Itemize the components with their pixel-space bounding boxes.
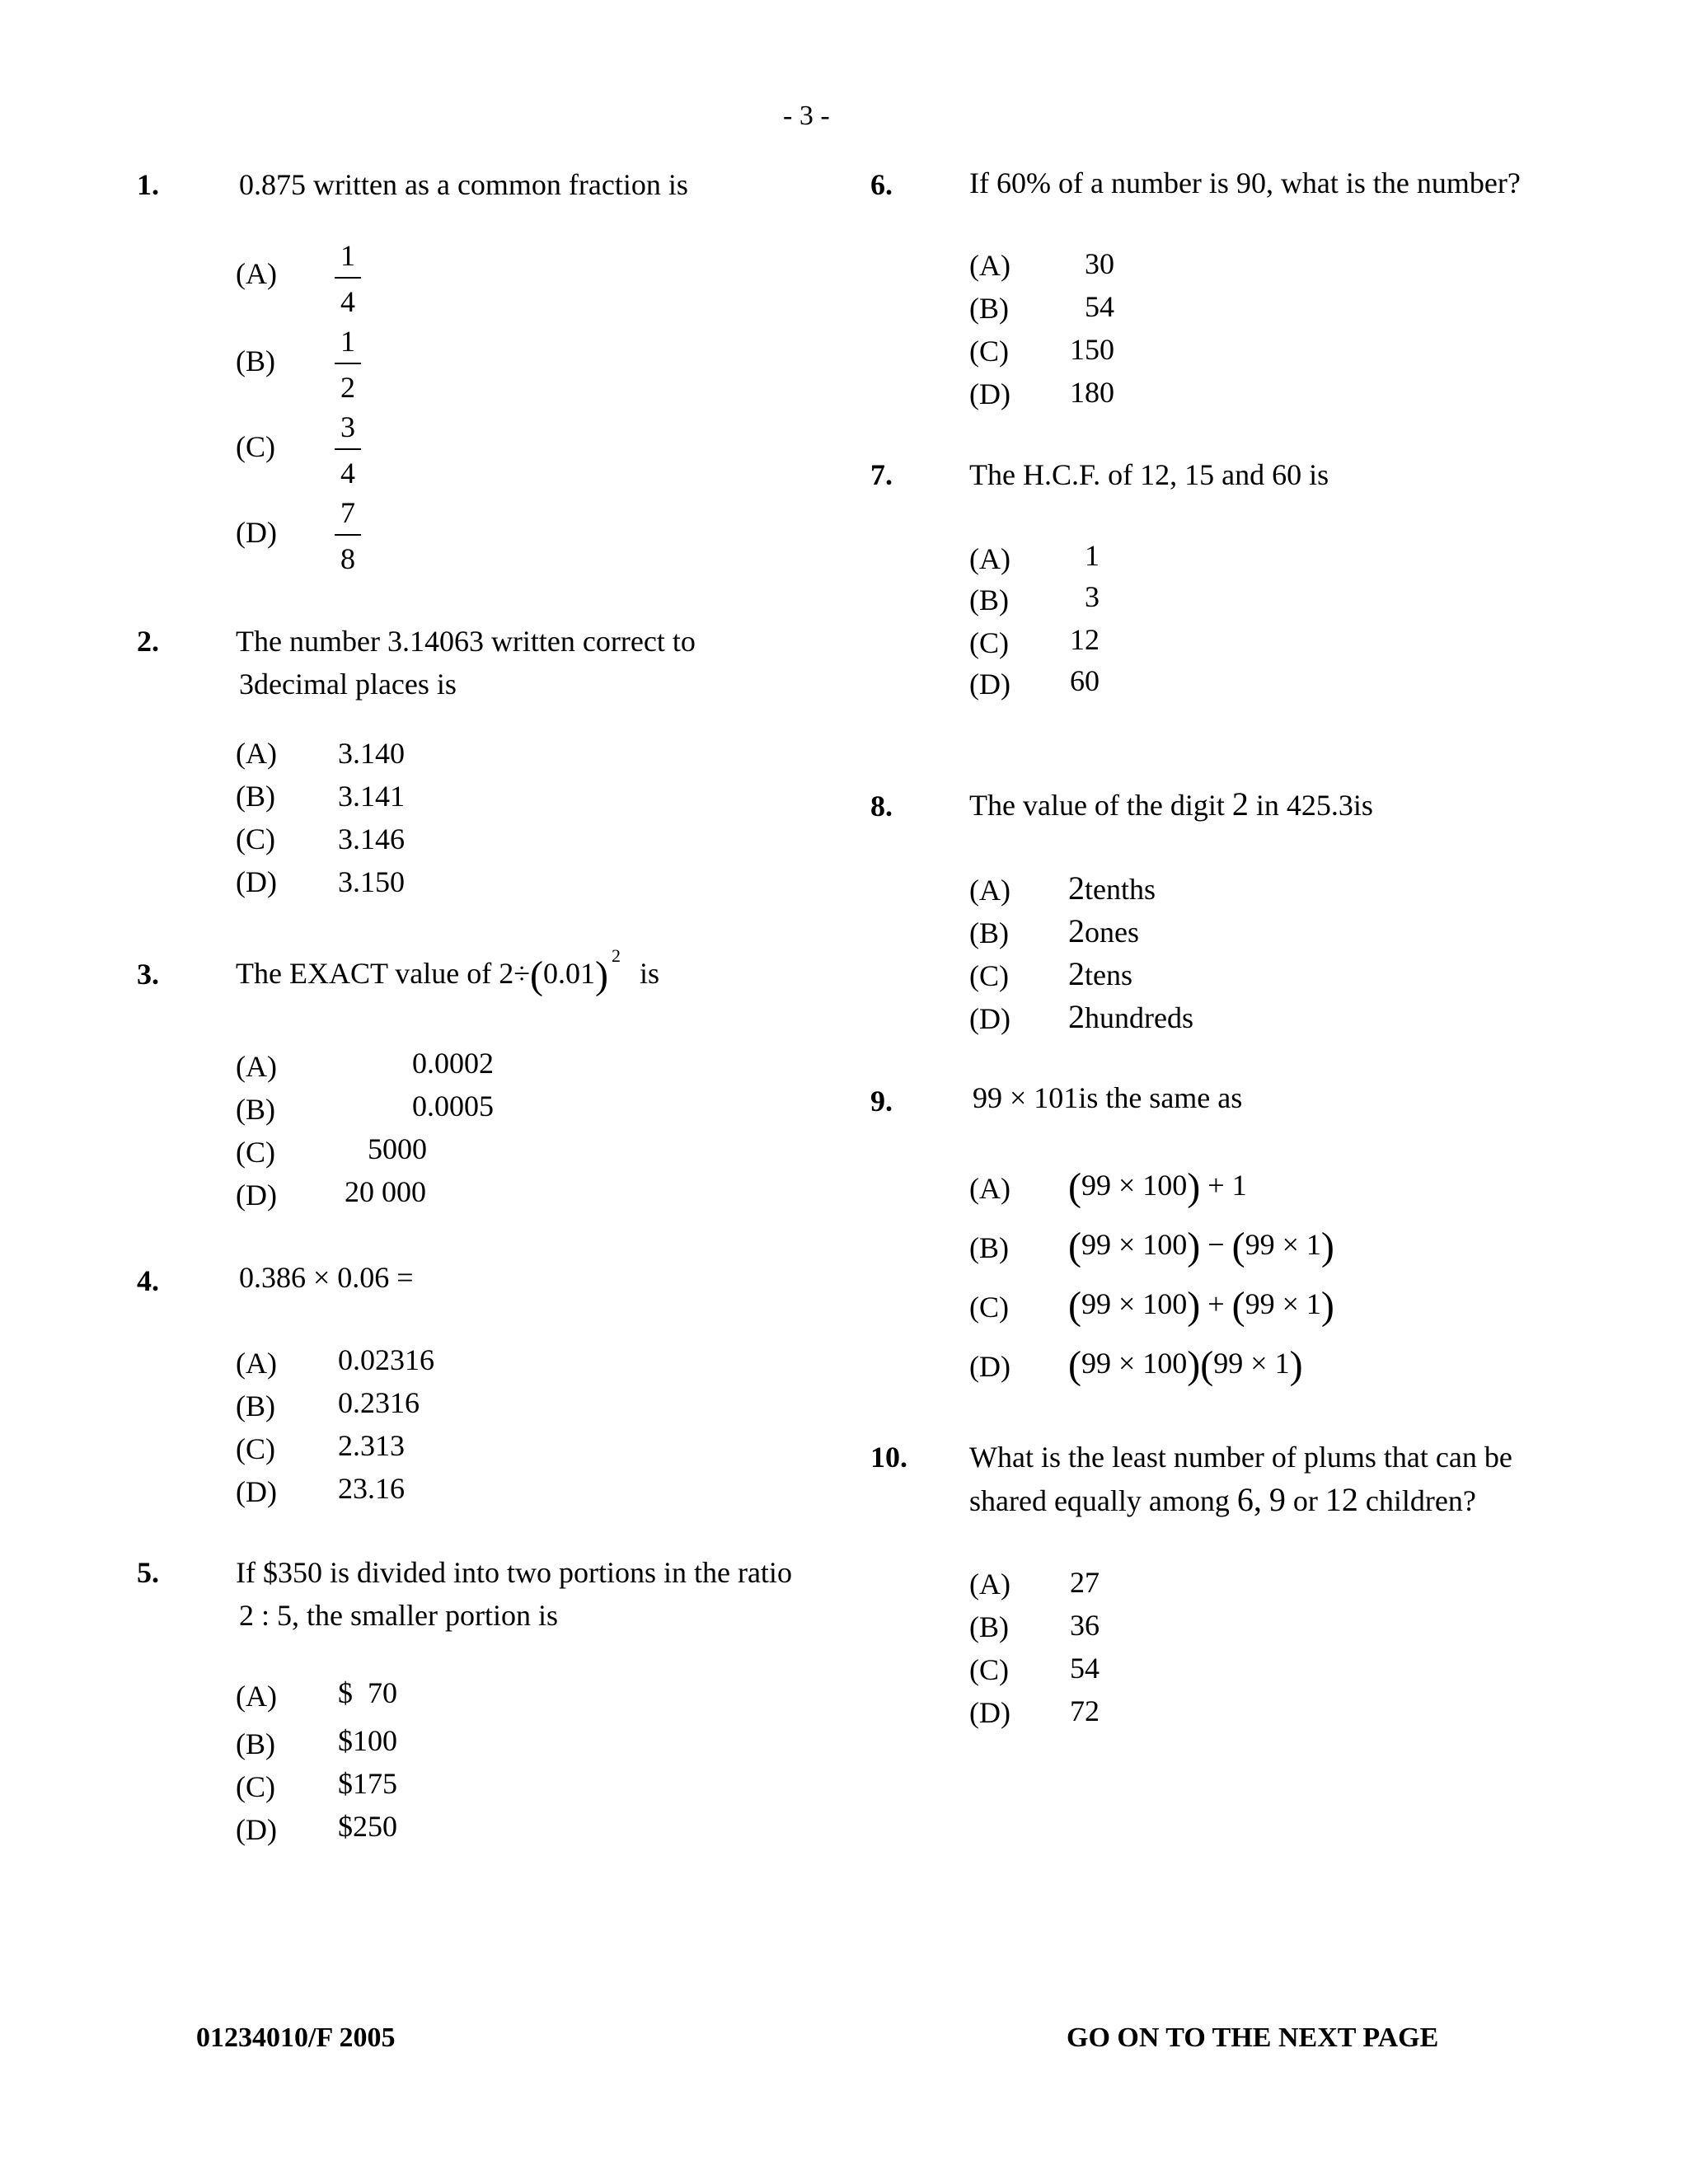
option-value: 2hundreds [1068,998,1193,1035]
option-label: (A) [969,1172,1010,1205]
option-label: (D) [236,1179,277,1212]
option-value: 1 [1085,539,1100,572]
option-value: $250 [338,1810,397,1843]
option-label: (A) [969,249,1010,282]
question-stem: 0.386 × 0.06 = [239,1261,414,1294]
question-stem: 99 × 101is the same as [973,1081,1243,1114]
option-label: (B) [236,1390,275,1422]
option-label: (B) [236,344,275,377]
question-stem-line-2: 2 : 5, the smaller portion is [239,1599,558,1632]
option-value: 180 [1070,376,1114,409]
option-label: (C) [236,1770,275,1803]
question-stem: The EXACT value of 2÷(0.01) $^2$ is [236,945,660,997]
option-label: (A) [236,1050,277,1083]
option-value: 3.140 [338,737,405,770]
option-label: (B) [969,583,1009,616]
option-value: 0.0005 [412,1090,494,1122]
question-stem: The number 3.14063 written correct to [236,625,696,658]
option-label: (B) [236,1093,275,1126]
option-value: 2.313 [338,1429,405,1462]
option-value: $ 70 [338,1676,397,1709]
option-value: 3.141 [338,780,405,813]
question-number: 1. [137,168,159,201]
option-label: (D) [969,1350,1010,1383]
option-expression: (99 × 100) − (99 × 1) [1068,1225,1334,1268]
option-value: 3.146 [338,823,405,855]
option-label: (C) [969,959,1009,992]
option-value: $175 [338,1767,397,1800]
question-number: 6. [870,168,893,201]
question-stem-line-2: 3decimal places is [239,668,457,701]
question-stem: If 60% of a number is 90, what is the number? [969,166,1521,199]
option-label: (C) [236,1432,275,1465]
option-fraction: 1 2 [331,323,364,405]
option-label: (D) [236,516,277,549]
option-value: 3 [1085,580,1100,613]
option-label: (C) [236,823,275,855]
option-value: 54 [1070,1652,1100,1685]
option-value: 3.150 [338,865,405,898]
question-number: 8. [870,790,893,823]
option-label: (C) [969,335,1009,368]
option-expression: (99 × 100) + 1 [1068,1165,1247,1209]
option-value: 0.0002 [412,1047,494,1080]
exam-code: 01234010/F 2005 [196,2022,396,2053]
option-value: 2ones [1068,912,1139,949]
option-label: (D) [969,668,1010,701]
option-value: 12 [1070,623,1100,656]
question-number: 7. [870,458,893,491]
option-value: 2tenths [1068,869,1156,907]
question-stem: 0.875 written as a common fraction is [239,168,688,201]
option-label: (B) [969,1231,1009,1264]
option-label: (D) [969,1002,1010,1035]
option-value: $100 [338,1724,397,1757]
option-label: (A) [236,257,277,290]
option-label: (A) [969,542,1010,575]
option-label: (A) [236,1680,277,1713]
option-value: 23.16 [338,1472,405,1505]
option-value: 36 [1070,1609,1100,1642]
option-expression: (99 × 100)(99 × 1) [1068,1343,1303,1387]
option-label: (D) [236,865,277,898]
option-value: 27 [1070,1566,1100,1599]
option-label: (D) [969,1696,1010,1729]
option-label: (D) [236,1475,277,1508]
option-label: (D) [236,1813,277,1846]
question-number: 5. [137,1556,159,1589]
option-fraction: 3 4 [331,409,364,491]
question-stem-line-2: shared equally among 6, 9 or 12 children? [969,1481,1476,1518]
option-label: (D) [969,377,1010,410]
question-number: 10. [870,1441,907,1474]
option-fraction: 1 4 [331,237,364,320]
option-label: (B) [969,916,1009,949]
option-value: 0.02316 [338,1343,434,1376]
option-label: (A) [969,1568,1010,1601]
option-value: 72 [1070,1694,1100,1727]
next-page-notice: GO ON TO THE NEXT PAGE [1067,2022,1439,2053]
page-number: - 3 - [783,101,830,131]
option-value: 150 [1070,333,1114,366]
option-label: (B) [236,1727,275,1760]
option-value: 2tens [1068,955,1132,992]
option-value: 54 [1085,290,1114,323]
question-stem: What is the least number of plums that can be [969,1441,1512,1474]
option-label: (C) [969,626,1009,659]
option-label: (B) [969,292,1009,325]
option-expression: (99 × 100) + (99 × 1) [1068,1284,1334,1328]
option-value: 20 000 [345,1175,426,1208]
option-label: (C) [236,1136,275,1169]
question-number: 4. [137,1264,159,1297]
option-label: (A) [236,737,277,770]
question-stem: The H.C.F. of 12, 15 and 60 is [969,458,1329,491]
option-label: (C) [969,1291,1009,1324]
option-label: (A) [969,874,1010,907]
question-stem: The value of the digit 2 in 425.3is [969,785,1373,823]
option-label: (A) [236,1347,277,1380]
question-number: 9. [870,1085,893,1118]
option-label: (C) [236,430,275,463]
option-label: (B) [969,1610,1009,1643]
question-number: 2. [137,625,159,658]
option-value: 30 [1085,247,1114,280]
option-value: 60 [1070,664,1100,697]
option-label: (B) [236,780,275,813]
question-number: 3. [137,958,159,991]
option-value: 5000 [368,1132,427,1165]
question-stem: If $350 is divided into two portions in the ratio [236,1556,792,1589]
option-label: (C) [969,1653,1009,1686]
option-value: 0.2316 [338,1386,420,1419]
option-fraction: 7 8 [331,494,364,577]
